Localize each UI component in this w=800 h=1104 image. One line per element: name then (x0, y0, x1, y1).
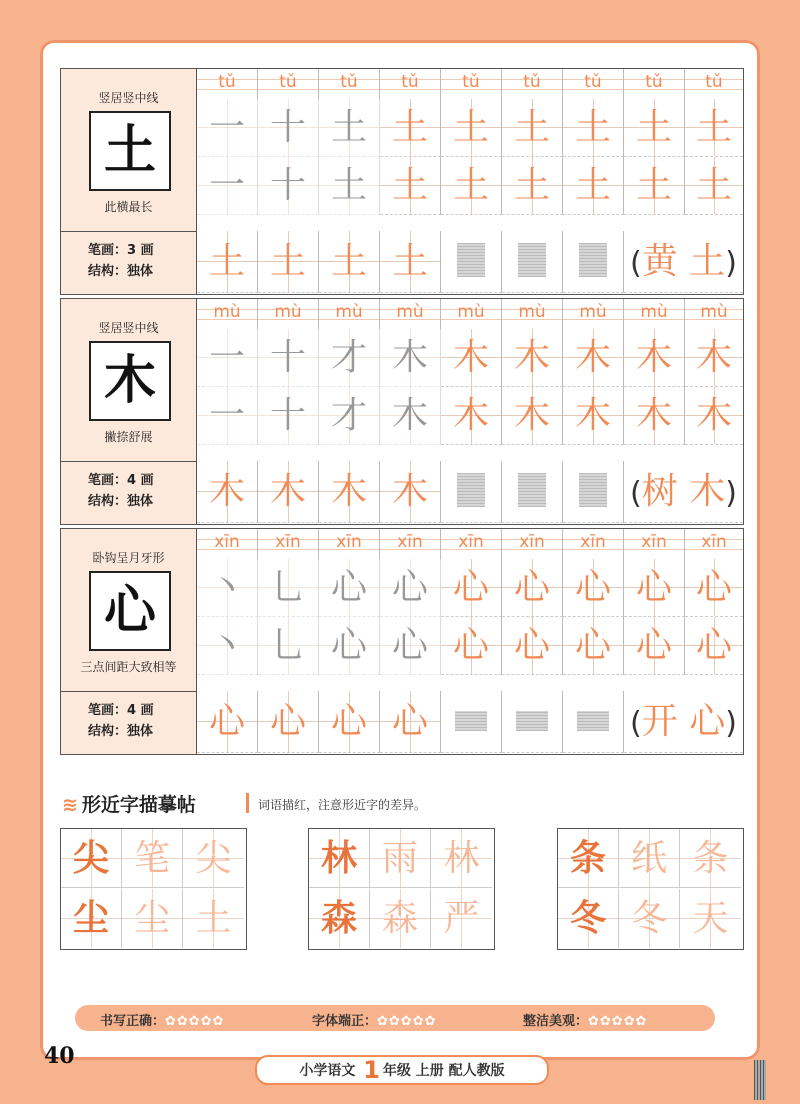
stroke-hint-bottom: 三点间距大致相等 (80, 660, 177, 674)
trace-cell[interactable]: 心 (319, 691, 380, 753)
pinyin-cell: xīn (319, 529, 380, 559)
trace-cell[interactable]: 十 (258, 157, 319, 215)
trace-cell[interactable]: 土 (441, 157, 502, 215)
trace-cell[interactable]: 土 (380, 99, 441, 157)
model-character: 心 (89, 571, 171, 651)
pinyin-cell: tǔ (380, 69, 441, 99)
rating-label: 字体端正： (312, 1014, 378, 1029)
word-cell[interactable]: 雨 (370, 829, 431, 888)
trace-cell[interactable]: 心 (319, 617, 380, 675)
trace-cell[interactable]: 木 (624, 329, 685, 387)
trace-cell[interactable]: 心 (441, 559, 502, 617)
trace-cell[interactable]: 木 (380, 329, 441, 387)
trace-cell[interactable]: 土 (441, 99, 502, 157)
wave-icon: ≋ (62, 794, 78, 816)
word-cell[interactable]: 尖 (183, 829, 244, 888)
trace-cell[interactable]: 一 (197, 387, 258, 445)
pinyin-cell: tǔ (258, 69, 319, 99)
pinyin-cell: xīn (197, 529, 258, 559)
grade-unit: 年级 (382, 1063, 411, 1079)
trace-cell[interactable]: 土 (502, 157, 563, 215)
trace-cell[interactable]: 心 (380, 559, 441, 617)
trace-cell[interactable]: 木 (441, 329, 502, 387)
word-trace-cell[interactable]: (黄 土) (624, 231, 743, 293)
pinyin-cell: xīn (502, 529, 563, 559)
blank-write-cell[interactable] (441, 461, 502, 523)
blank-write-cell[interactable] (563, 691, 624, 753)
stroke-hint-bottom: 撇捺舒展 (104, 430, 153, 444)
rating-correctness (100, 1010, 224, 1029)
pinyin-cell: tǔ (319, 69, 380, 99)
model-character: 土 (89, 111, 171, 191)
trace-cell[interactable]: 土 (624, 99, 685, 157)
char-meta (61, 461, 196, 523)
trace-cell[interactable]: 心 (258, 691, 319, 753)
blank-write-cell[interactable] (502, 461, 563, 523)
pinyin-cell: mù (502, 299, 563, 329)
rating-neatness-form (312, 1010, 436, 1029)
trace-cell[interactable]: 心 (685, 559, 743, 617)
trace-cell[interactable]: 土 (624, 157, 685, 215)
trace-cell[interactable]: 木 (380, 387, 441, 445)
char-cell: 林 (309, 829, 370, 888)
section-divider (246, 793, 249, 813)
trace-cell[interactable]: 木 (685, 329, 743, 387)
char-meta (61, 691, 196, 753)
rating-label: 整洁美观： (523, 1014, 589, 1029)
practice-grid (197, 69, 743, 294)
trace-cell[interactable]: 土 (563, 157, 624, 215)
trace-cell[interactable]: 土 (197, 231, 258, 293)
trace-cell[interactable]: 土 (319, 231, 380, 293)
trace-cell[interactable]: 乚 (258, 617, 319, 675)
pinyin-cell: xīn (685, 529, 743, 559)
trace-cell[interactable]: 丶 (197, 617, 258, 675)
char-cell: 森 (309, 889, 370, 948)
trace-cell[interactable]: 心 (380, 691, 441, 753)
word-char-1: 开 (641, 701, 678, 742)
trace-cell[interactable]: 十 (258, 387, 319, 445)
trace-cell[interactable]: 木 (502, 329, 563, 387)
trace-cell[interactable]: 木 (624, 387, 685, 445)
pinyin-cell: tǔ (624, 69, 685, 99)
trace-cell[interactable]: 土 (319, 99, 380, 157)
trace-cell[interactable]: 心 (624, 617, 685, 675)
word-cell[interactable]: 笔 (122, 829, 183, 888)
char-cell: 尖 (61, 829, 122, 888)
barcode-strip (754, 1060, 766, 1100)
practice-grid (197, 529, 743, 754)
trace-cell[interactable]: 乚 (258, 559, 319, 617)
trace-cell[interactable]: 心 (197, 691, 258, 753)
blank-write-cell[interactable] (563, 461, 624, 523)
trace-cell[interactable]: 一 (197, 157, 258, 215)
word-cell[interactable]: 严 (431, 889, 492, 948)
flower-rating-icons[interactable]: ✿✿✿✿✿ (165, 1014, 225, 1029)
section-title (62, 790, 196, 817)
trace-cell[interactable]: 十 (258, 99, 319, 157)
trace-cell[interactable]: 土 (319, 157, 380, 215)
pinyin-cell: tǔ (563, 69, 624, 99)
trace-cell[interactable]: 木 (563, 387, 624, 445)
practice-block-1 (60, 68, 744, 295)
trace-cell[interactable]: 才 (319, 329, 380, 387)
edition-label: 配人教版 (448, 1063, 505, 1079)
trace-cell[interactable]: 土 (563, 99, 624, 157)
practice-grid (197, 299, 743, 524)
subject-label: 小学语文 (299, 1063, 356, 1079)
word-char-2: 心 (689, 701, 726, 742)
char-cell: 条 (558, 829, 619, 888)
pinyin-cell: xīn (380, 529, 441, 559)
char-info-panel (61, 529, 197, 754)
pinyin-cell: xīn (624, 529, 685, 559)
book-footer (255, 1055, 549, 1085)
trace-cell[interactable]: 土 (380, 231, 441, 293)
rating-label: 书写正确： (100, 1014, 166, 1029)
gray-char-shape (518, 473, 546, 507)
volume-label: 上册 (415, 1063, 444, 1079)
trace-cell[interactable]: 丶 (197, 559, 258, 617)
model-character: 木 (89, 341, 171, 421)
page-number: 40 (44, 1043, 75, 1069)
gray-char-shape (457, 473, 485, 507)
trace-cell[interactable]: 一 (197, 329, 258, 387)
word-cell[interactable]: 冬 (619, 889, 680, 948)
blank-write-cell[interactable] (563, 231, 624, 293)
trace-cell[interactable]: 才 (319, 387, 380, 445)
flower-rating-icons[interactable]: ✿✿✿✿✿ (377, 1014, 437, 1029)
word-cell[interactable]: 土 (183, 889, 244, 948)
similar-pair-1 (60, 828, 247, 950)
trace-cell[interactable]: 土 (685, 157, 743, 215)
trace-cell[interactable]: 心 (624, 559, 685, 617)
trace-cell[interactable]: 土 (380, 157, 441, 215)
char-info-panel (61, 299, 197, 524)
gray-char-shape (457, 243, 485, 277)
char-meta (61, 231, 196, 293)
trace-cell[interactable]: 心 (441, 617, 502, 675)
trace-cell[interactable]: 木 (563, 329, 624, 387)
char-cell: 尘 (61, 889, 122, 948)
pinyin-cell: tǔ (441, 69, 502, 99)
grade-number: 1 (363, 1056, 380, 1084)
gray-char-shape (516, 711, 548, 731)
trace-cell[interactable]: 十 (258, 329, 319, 387)
pinyin-cell: mù (441, 299, 502, 329)
char-cell: 冬 (558, 889, 619, 948)
blank-write-cell[interactable] (441, 691, 502, 753)
stroke-count: 笔画：3 画 (88, 243, 154, 258)
pinyin-cell: mù (685, 299, 743, 329)
trace-cell[interactable]: 木 (258, 461, 319, 523)
trace-cell[interactable]: 木 (441, 387, 502, 445)
pinyin-cell: tǔ (197, 69, 258, 99)
trace-cell[interactable]: 心 (502, 559, 563, 617)
char-info-panel (61, 69, 197, 294)
stroke-hint-top: 卧钩呈月牙形 (92, 551, 165, 565)
trace-cell[interactable]: 心 (563, 617, 624, 675)
word-cell[interactable]: 林 (431, 829, 492, 888)
word-cell[interactable]: 森 (370, 889, 431, 948)
pinyin-cell: xīn (563, 529, 624, 559)
structure-label: 结构：独体 (88, 264, 154, 279)
word-char-2: 木 (689, 471, 726, 512)
word-trace-cell[interactable]: (树 木) (624, 461, 743, 523)
practice-block-3 (60, 528, 744, 755)
trace-cell[interactable]: 一 (197, 99, 258, 157)
word-trace-cell[interactable]: (开 心) (624, 691, 743, 753)
blank-write-cell[interactable] (502, 691, 563, 753)
gray-char-shape (579, 243, 607, 277)
gray-char-shape (577, 711, 609, 731)
trace-cell[interactable]: 心 (685, 617, 743, 675)
trace-cell[interactable]: 心 (319, 559, 380, 617)
rating-tidiness (523, 1010, 647, 1029)
pinyin-cell: xīn (258, 529, 319, 559)
pinyin-cell: tǔ (685, 69, 743, 99)
trace-cell[interactable]: 木 (319, 461, 380, 523)
stroke-hint-top: 竖居竖中线 (98, 321, 159, 335)
trace-cell[interactable]: 土 (685, 99, 743, 157)
word-cell[interactable]: 条 (680, 829, 741, 888)
trace-cell[interactable]: 心 (563, 559, 624, 617)
blank-write-cell[interactable] (441, 231, 502, 293)
pinyin-cell: mù (624, 299, 685, 329)
stroke-hint-top: 竖居竖中线 (98, 91, 159, 105)
similar-pair-2 (308, 828, 495, 950)
pinyin-cell: tǔ (502, 69, 563, 99)
pinyin-cell: mù (563, 299, 624, 329)
word-cell[interactable]: 天 (680, 889, 741, 948)
trace-cell[interactable]: 土 (258, 231, 319, 293)
word-cell[interactable]: 纸 (619, 829, 680, 888)
trace-cell[interactable]: 心 (502, 617, 563, 675)
trace-cell[interactable]: 木 (197, 461, 258, 523)
pinyin-cell: mù (380, 299, 441, 329)
gray-char-shape (455, 711, 487, 731)
rating-bar (75, 1005, 715, 1031)
word-char-1: 树 (641, 471, 678, 512)
section-description: 词语描红，注意形近字的差异。 (258, 798, 427, 812)
stroke-count: 笔画：4 画 (88, 703, 154, 718)
section-title-text: 形近字描摹帖 (81, 794, 196, 816)
pinyin-cell: mù (319, 299, 380, 329)
word-char-1: 黄 (641, 241, 678, 282)
trace-cell[interactable]: 木 (685, 387, 743, 445)
structure-label: 结构：独体 (88, 494, 154, 509)
similar-pair-3 (557, 828, 744, 950)
stroke-count: 笔画：4 画 (88, 473, 154, 488)
word-cell[interactable]: 尘 (122, 889, 183, 948)
stroke-hint-bottom: 此横最长 (104, 200, 153, 214)
trace-cell[interactable]: 木 (502, 387, 563, 445)
pinyin-cell: mù (258, 299, 319, 329)
trace-cell[interactable]: 土 (502, 99, 563, 157)
word-char-2: 土 (689, 241, 726, 282)
practice-block-2 (60, 298, 744, 525)
pinyin-cell: xīn (441, 529, 502, 559)
trace-cell[interactable]: 心 (380, 617, 441, 675)
pinyin-cell: mù (197, 299, 258, 329)
gray-char-shape (518, 243, 546, 277)
flower-rating-icons[interactable]: ✿✿✿✿✿ (588, 1014, 648, 1029)
structure-label: 结构：独体 (88, 724, 154, 739)
trace-cell[interactable]: 木 (380, 461, 441, 523)
blank-write-cell[interactable] (502, 231, 563, 293)
gray-char-shape (579, 473, 607, 507)
